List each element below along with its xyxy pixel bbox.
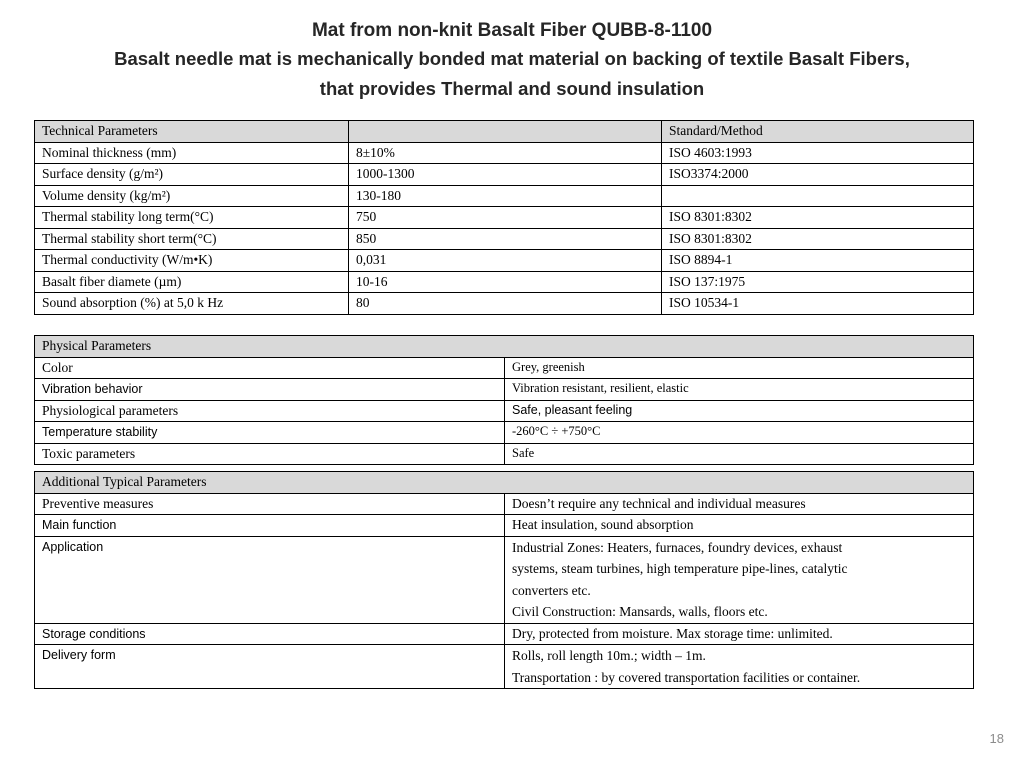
standard-cell: [662, 185, 974, 207]
parameter-cell: Color: [35, 357, 505, 379]
physical-parameters-table: [34, 335, 974, 465]
parameter-cell: Thermal stability short term(°C): [35, 228, 349, 250]
title-line-1: Mat from non-knit Basalt Fiber QUBB-8-1100: [311, 20, 713, 41]
value-cell: 80: [349, 293, 662, 315]
title-line-2: Basalt needle mat is mechanically bonded mat material on backing of textile Basalt Fibers,: [114, 48, 910, 69]
value-cell: 8±10%: [349, 142, 662, 164]
parameter-cell: Physiological parameters: [35, 400, 505, 422]
parameter-cell: Basalt fiber diamete (µm): [35, 271, 349, 293]
parameter-cell: Delivery form: [35, 645, 505, 689]
standard-cell: ISO 10534-1: [662, 293, 974, 315]
table-row: [35, 536, 974, 623]
value-line: Transportation : by covered transportation facilities or container.: [512, 669, 861, 685]
value-cell: Safe, pleasant feeling: [505, 400, 974, 422]
value-cell: Grey, greenish: [505, 357, 974, 379]
value-cell: 130-180: [349, 185, 662, 207]
value-line: Dry, protected from moisture. Max storage time: unlimited.: [512, 625, 833, 641]
value-cell: Vibration resistant, resilient, elastic: [505, 379, 974, 401]
table-row: [35, 357, 974, 379]
table-row: [35, 207, 974, 229]
standard-cell: ISO 8301:8302: [662, 207, 974, 229]
table-row: [35, 623, 974, 645]
value-cell: 0,031: [349, 250, 662, 272]
table-row: [35, 271, 974, 293]
value-line: Heat insulation, sound absorption: [512, 517, 694, 532]
standard-cell: ISO 8301:8302: [662, 228, 974, 250]
parameter-cell: Preventive measures: [35, 493, 505, 515]
table-row: [35, 142, 974, 164]
table-row: [35, 443, 974, 465]
table-header-row: [35, 336, 974, 358]
parameter-cell: Application: [35, 536, 505, 623]
additional-parameters-table: [34, 471, 974, 689]
value-cell: 750: [349, 207, 662, 229]
table-header-row: [35, 121, 974, 143]
value-cell: [505, 515, 974, 537]
parameter-cell: Sound absorption (%) at 5,0 k Hz: [35, 293, 349, 315]
value-cell: [505, 623, 974, 645]
parameter-cell: Main function: [35, 515, 505, 537]
value-cell: [505, 645, 974, 689]
parameter-cell: Vibration behavior: [35, 379, 505, 401]
parameter-cell: Storage conditions: [35, 623, 505, 645]
parameter-cell: Temperature stability: [35, 422, 505, 444]
value-line: converters etc.: [512, 582, 591, 598]
standard-cell: ISO3374:2000: [662, 164, 974, 186]
header-cell: Additional Typical Parameters: [35, 472, 974, 494]
value-cell: Safe: [505, 443, 974, 465]
value-line: Industrial Zones: Heaters, furnaces, foundry devices, exhaust: [512, 539, 843, 555]
value-line: systems, steam turbines, high temperature pipe-lines, catalytic: [512, 561, 848, 576]
page-number: 18: [989, 731, 1004, 746]
value-cell: [505, 536, 974, 623]
table-row: [35, 293, 974, 315]
standard-cell: ISO 4603:1993: [662, 142, 974, 164]
title-line-3: that provides Thermal and sound insulation: [319, 78, 705, 99]
table-row: [35, 228, 974, 250]
table-row: [35, 164, 974, 186]
table-row: [35, 645, 974, 689]
value-line: Civil Construction: Mansards, walls, floors etc.: [512, 604, 768, 619]
parameter-cell: Thermal stability long term(°C): [35, 207, 349, 229]
technical-parameters-table: [34, 120, 974, 315]
standard-cell: ISO 137:1975: [662, 271, 974, 293]
value-cell: 1000-1300: [349, 164, 662, 186]
value-cell: 10-16: [349, 271, 662, 293]
parameter-cell: Surface density (g/m²): [35, 164, 349, 186]
table-header-row: [35, 472, 974, 494]
header-cell: Technical Parameters: [35, 121, 349, 143]
value-line: Doesn’t require any technical and individual measures: [512, 495, 806, 511]
parameter-cell: Volume density (kg/m²): [35, 185, 349, 207]
table-row: [35, 400, 974, 422]
standard-cell: ISO 8894-1: [662, 250, 974, 272]
value-cell: [505, 493, 974, 515]
table-row: [35, 515, 974, 537]
table-row: [35, 379, 974, 401]
value-cell: 850: [349, 228, 662, 250]
header-cell: Physical Parameters: [35, 336, 974, 358]
table-row: [35, 493, 974, 515]
parameter-cell: Nominal thickness (mm): [35, 142, 349, 164]
value-line: Rolls, roll length 10m.; width – 1m.: [512, 648, 706, 663]
parameter-cell: Thermal conductivity (W/m•K): [35, 250, 349, 272]
slide-title: [0, 18, 1024, 104]
parameter-cell: Toxic parameters: [35, 443, 505, 465]
table-row: [35, 185, 974, 207]
header-cell: [349, 121, 662, 143]
table-row: [35, 422, 974, 444]
table-row: [35, 250, 974, 272]
header-cell: Standard/Method: [662, 121, 974, 143]
value-cell: -260°C ÷ +750°C: [505, 422, 974, 444]
